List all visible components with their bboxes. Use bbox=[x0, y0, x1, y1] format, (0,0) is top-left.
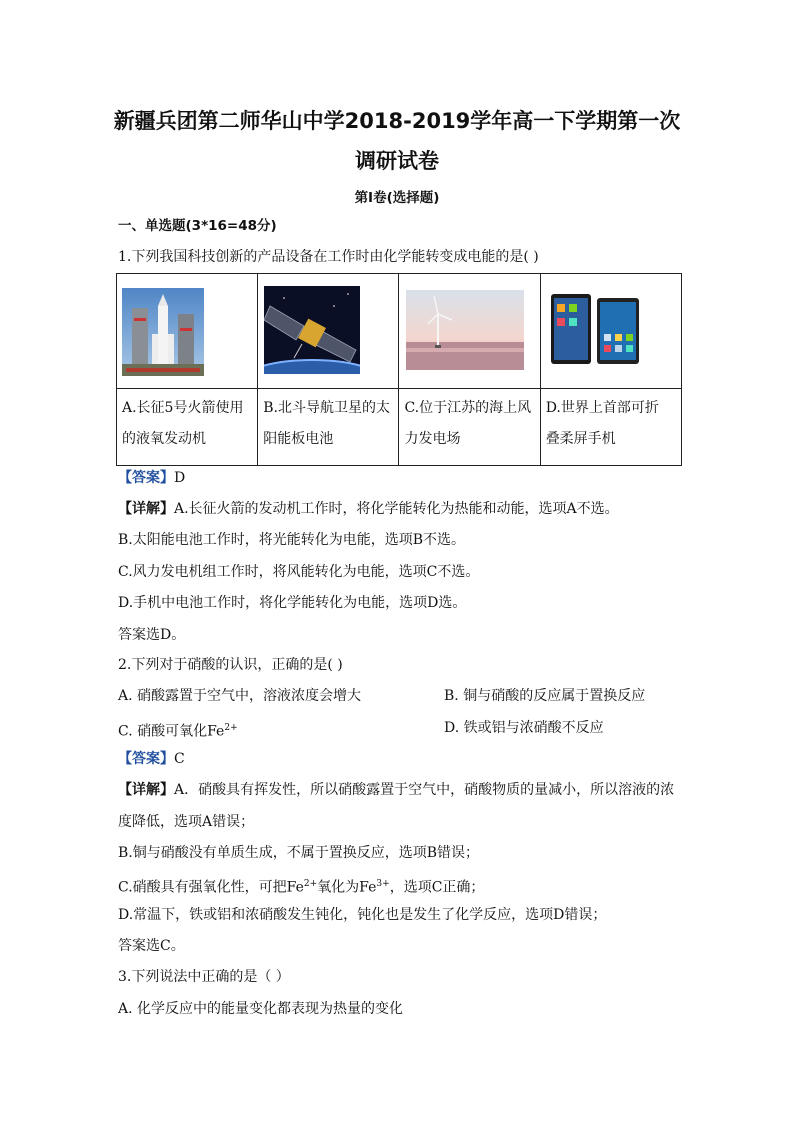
q1-option-b-line2: 阳能板电池 bbox=[263, 431, 334, 447]
q1-stem: 1.下列我国科技创新的产品设备在工作时由化学能转变成电能的是( ) bbox=[118, 249, 539, 265]
q1-option-d bbox=[540, 389, 681, 466]
exam-title-line2: 调研试卷 bbox=[355, 149, 439, 173]
q2-detail-d: D.常温下，铁或铝和浓硝酸发生钝化，钝化也是发生了化学反应，选项D错误； bbox=[118, 907, 607, 923]
q1-conclusion: 答案选D。 bbox=[118, 627, 186, 643]
rocket-launch-photo bbox=[122, 288, 204, 376]
q1-detail-c: C.风力发电机组工作时，将风能转化为电能，选项C不选。 bbox=[118, 564, 480, 580]
q1-option-c-line1: C.位于江苏的海上风 bbox=[404, 400, 532, 416]
q2-option-d: D. 铁或铝与浓硝酸不反应 bbox=[444, 720, 604, 736]
q2-detail-c-pre: C.硝酸具有强氧化性，可把Fe bbox=[118, 879, 304, 896]
exam-title-line1: 新疆兵团第二师华山中学2018-2019学年高一下学期第一次 bbox=[113, 109, 681, 133]
q2-option-a: A. 硝酸露置于空气中，溶液浓度会增大 bbox=[118, 688, 362, 704]
q1-image-cell-a bbox=[117, 274, 258, 389]
q2-detail-c-charge2: 3+ bbox=[376, 879, 390, 889]
q2-answer-value: C bbox=[174, 751, 185, 767]
q1-answer bbox=[118, 468, 185, 488]
q1-option-c-line2: 力发电场 bbox=[404, 431, 461, 447]
foldable-phone-photo bbox=[549, 290, 641, 372]
q2-stem: 2.下列对于硝酸的认识，正确的是( ) bbox=[118, 657, 343, 673]
part-heading: 一、单选题(3*16=48分) bbox=[118, 218, 277, 234]
q2-detail-c-post: ，选项C正确； bbox=[389, 879, 485, 896]
q1-option-a bbox=[117, 389, 258, 466]
q1-detail-b: B.太阳能电池工作时，将光能转化为电能，选项B不选。 bbox=[118, 532, 466, 548]
q1-options-table bbox=[116, 273, 682, 466]
section-title: 第I卷(选择题) bbox=[354, 190, 440, 206]
q1-option-b-line1: B.北斗导航卫星的太 bbox=[263, 400, 390, 416]
q2-answer bbox=[118, 749, 185, 769]
q2-option-c-charge: 2+ bbox=[224, 723, 238, 733]
q1-image-cell-c bbox=[399, 274, 540, 389]
q2-detail-a-text: A．硝酸具有挥发性，所以硝酸露置于空气中，硝酸物质的量减小，所以溶液的浓 bbox=[174, 782, 675, 798]
q2-detail-b: B.铜与硝酸没有单质生成，不属于置换反应，选项B错误； bbox=[118, 845, 480, 861]
q1-option-a-line1: A.长征5号火箭使用 bbox=[122, 400, 244, 416]
detail-tag: 【详解】 bbox=[118, 501, 174, 517]
q2-detail-a bbox=[118, 780, 674, 800]
q2-detail-a-cont: 度降低，选项A错误； bbox=[118, 814, 255, 830]
q3-option-a: A. 化学反应中的能量变化都表现为热量的变化 bbox=[118, 1001, 404, 1017]
q2-detail-c-mid: 氧化为Fe bbox=[317, 879, 377, 896]
answer-tag: 【答案】 bbox=[118, 751, 174, 767]
q2-option-c bbox=[118, 718, 238, 742]
detail-tag: 【详解】 bbox=[118, 782, 174, 798]
q1-answer-value: D bbox=[174, 470, 186, 486]
q1-option-b bbox=[258, 389, 399, 466]
q1-option-d-line1: D.世界上首部可折 bbox=[545, 400, 659, 416]
q1-image-cell-b bbox=[258, 274, 399, 389]
q1-detail-a-text: A.长征火箭的发动机工作时，将化学能转化为热能和动能，选项A不选。 bbox=[174, 501, 619, 517]
q1-detail-a bbox=[118, 499, 619, 519]
q2-option-b: B. 铜与硝酸的反应属于置换反应 bbox=[444, 688, 646, 704]
answer-tag: 【答案】 bbox=[118, 470, 174, 486]
q2-conclusion: 答案选C。 bbox=[118, 938, 185, 954]
q1-detail-d: D.手机中电池工作时，将化学能转化为电能，选项D选。 bbox=[118, 595, 467, 611]
q1-option-a-line2: 的液氧发动机 bbox=[122, 431, 206, 447]
q3-stem: 3.下列说法中正确的是（ ） bbox=[118, 969, 290, 985]
q2-option-c-text: C. 硝酸可氧化Fe bbox=[118, 723, 225, 740]
q1-option-d-line2: 叠柔屏手机 bbox=[545, 431, 616, 447]
q1-image-cell-d bbox=[540, 274, 681, 389]
satellite-photo bbox=[264, 286, 360, 374]
wind-turbine-photo bbox=[406, 290, 524, 370]
q1-option-c bbox=[399, 389, 540, 466]
q2-detail-c-charge1: 2+ bbox=[303, 879, 318, 889]
q2-detail-c bbox=[118, 874, 484, 898]
